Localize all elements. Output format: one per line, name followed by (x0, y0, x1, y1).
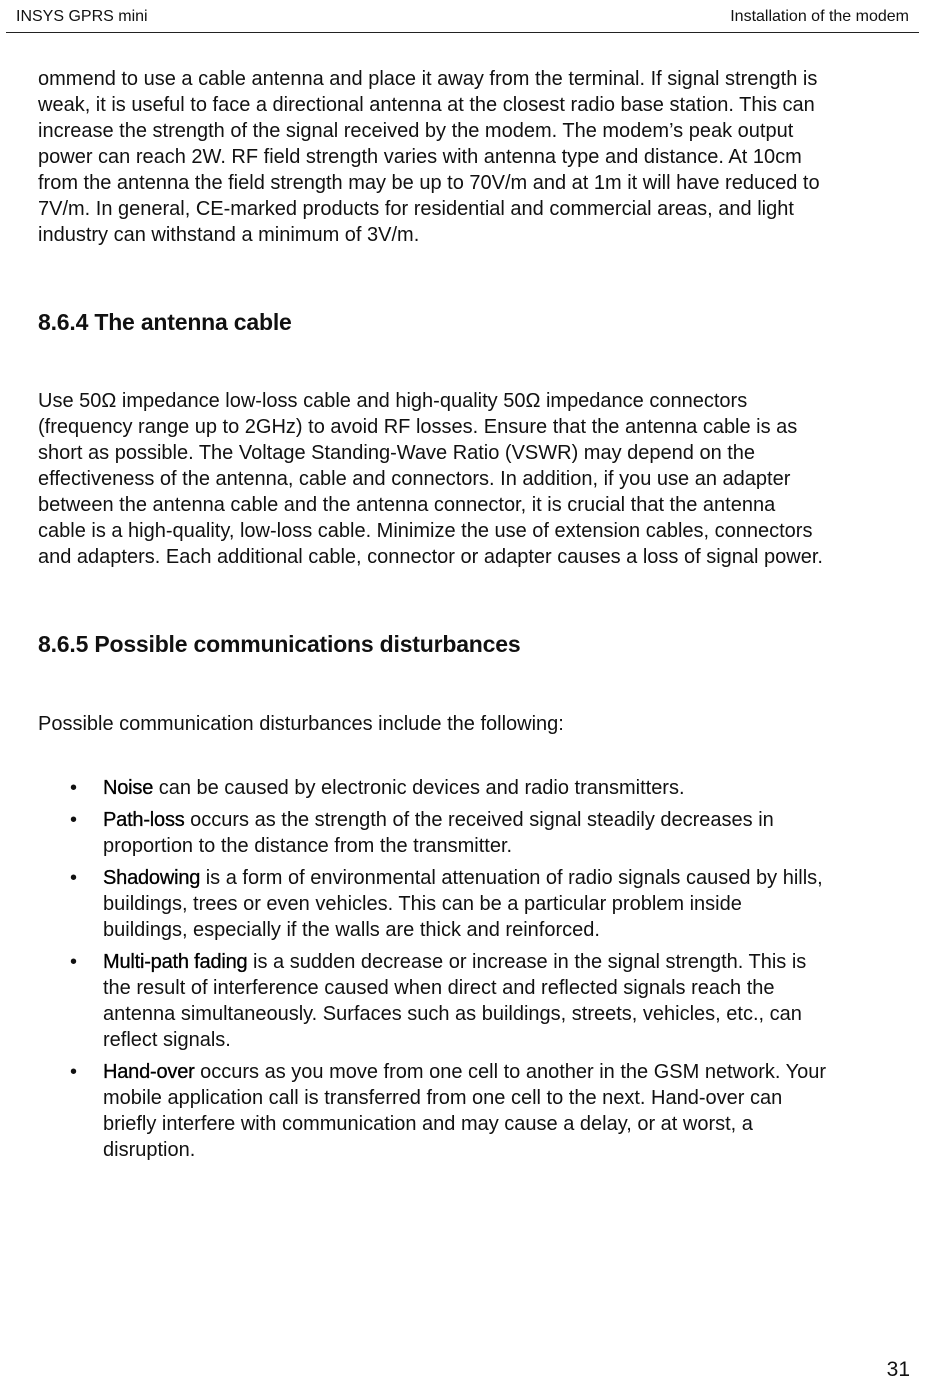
item-term: Hand-over (103, 1061, 195, 1083)
item-term: Shadowing (103, 867, 201, 889)
header-chapter-title: Installation of the modem (730, 8, 909, 25)
antenna-cable-heading: 8.6.4 The antenna cable (38, 309, 292, 335)
bullet-icon: • (70, 777, 78, 799)
disturbances-heading: 8.6.5 Possible communications disturbances (38, 631, 521, 657)
list-item (38, 949, 828, 1053)
list-item (38, 1059, 828, 1163)
item-term: Path-loss (103, 809, 185, 831)
header-document-title: INSYS GPRS mini (16, 8, 148, 25)
antenna-cable-paragraph: Use 50Ω impedance low-loss cable and high-quality 50Ω impedance connectors (frequency range up to 2GHz) to avoid RF losses. Ensure that the antenna cable is as short as possible. The Voltage Standing-Wave Ratio (VSWR) may depend on the effectiveness of the antenna, cable and connectors. In addition, if you use an adapter between the antenna cable and the antenna connector, it is crucial that the antenna cable is a high-quality, low-loss cable. Minimize the use of extension cables, connectors and adapters. Each additional cable, connector or adapter causes a loss of signal power. (38, 390, 823, 568)
bullet-icon: • (70, 809, 78, 831)
bullet-icon: • (70, 1061, 78, 1083)
page-header (6, 6, 919, 33)
page-content (38, 66, 828, 1169)
item-text: occurs as the strength of the received signal steadily decreases in proportion to the distance from the transmitter. (103, 809, 774, 857)
bullet-icon: • (70, 951, 78, 973)
item-term: Noise (103, 777, 154, 799)
item-term: Multi-path fading (103, 951, 248, 973)
intro-paragraph: ommend to use a cable antenna and place it away from the terminal. If signal strength is weak, it is useful to face a directional antenna at the closest radio base station. This can increase the strength of the signal received by the modem. The modem’s peak output power can reach 2W. RF field strength varies with antenna type and distance. At 10cm from the antenna the field strength may be up to 70V/m and at 1m it will have reduced to 7V/m. In general, CE-marked products for residential and commercial areas, and light industry can withstand a minimum of 3V/m. (38, 68, 820, 246)
list-item (38, 865, 828, 943)
item-text: occurs as you move from one cell to another in the GSM network. Your mobile application call is transferred from one cell to the next. Hand-over can briefly interfere with communication and may cause a delay, or at worst, a disruption. (103, 1061, 827, 1161)
item-text: is a form of environmental attenuation of radio signals caused by hills, buildings, trees or even vehicles. This can be a particular problem inside buildings, especially if the walls are thick and reinforced. (103, 867, 823, 941)
item-text: is a sudden decrease or increase in the signal strength. This is the result of interference caused when direct and reflected signals reach the antenna simultaneously. Surfaces such as buildings, streets, vehicles, etc., can reflect signals. (103, 951, 807, 1051)
page-number: 31 (886, 1358, 910, 1381)
disturbances-intro: Possible communication disturbances include the following: (38, 713, 564, 735)
list-item (38, 807, 828, 859)
bullet-icon: • (70, 867, 78, 889)
item-text: can be caused by electronic devices and radio transmitters. (153, 777, 685, 799)
disturbances-list (38, 775, 828, 1163)
list-item (38, 775, 828, 801)
